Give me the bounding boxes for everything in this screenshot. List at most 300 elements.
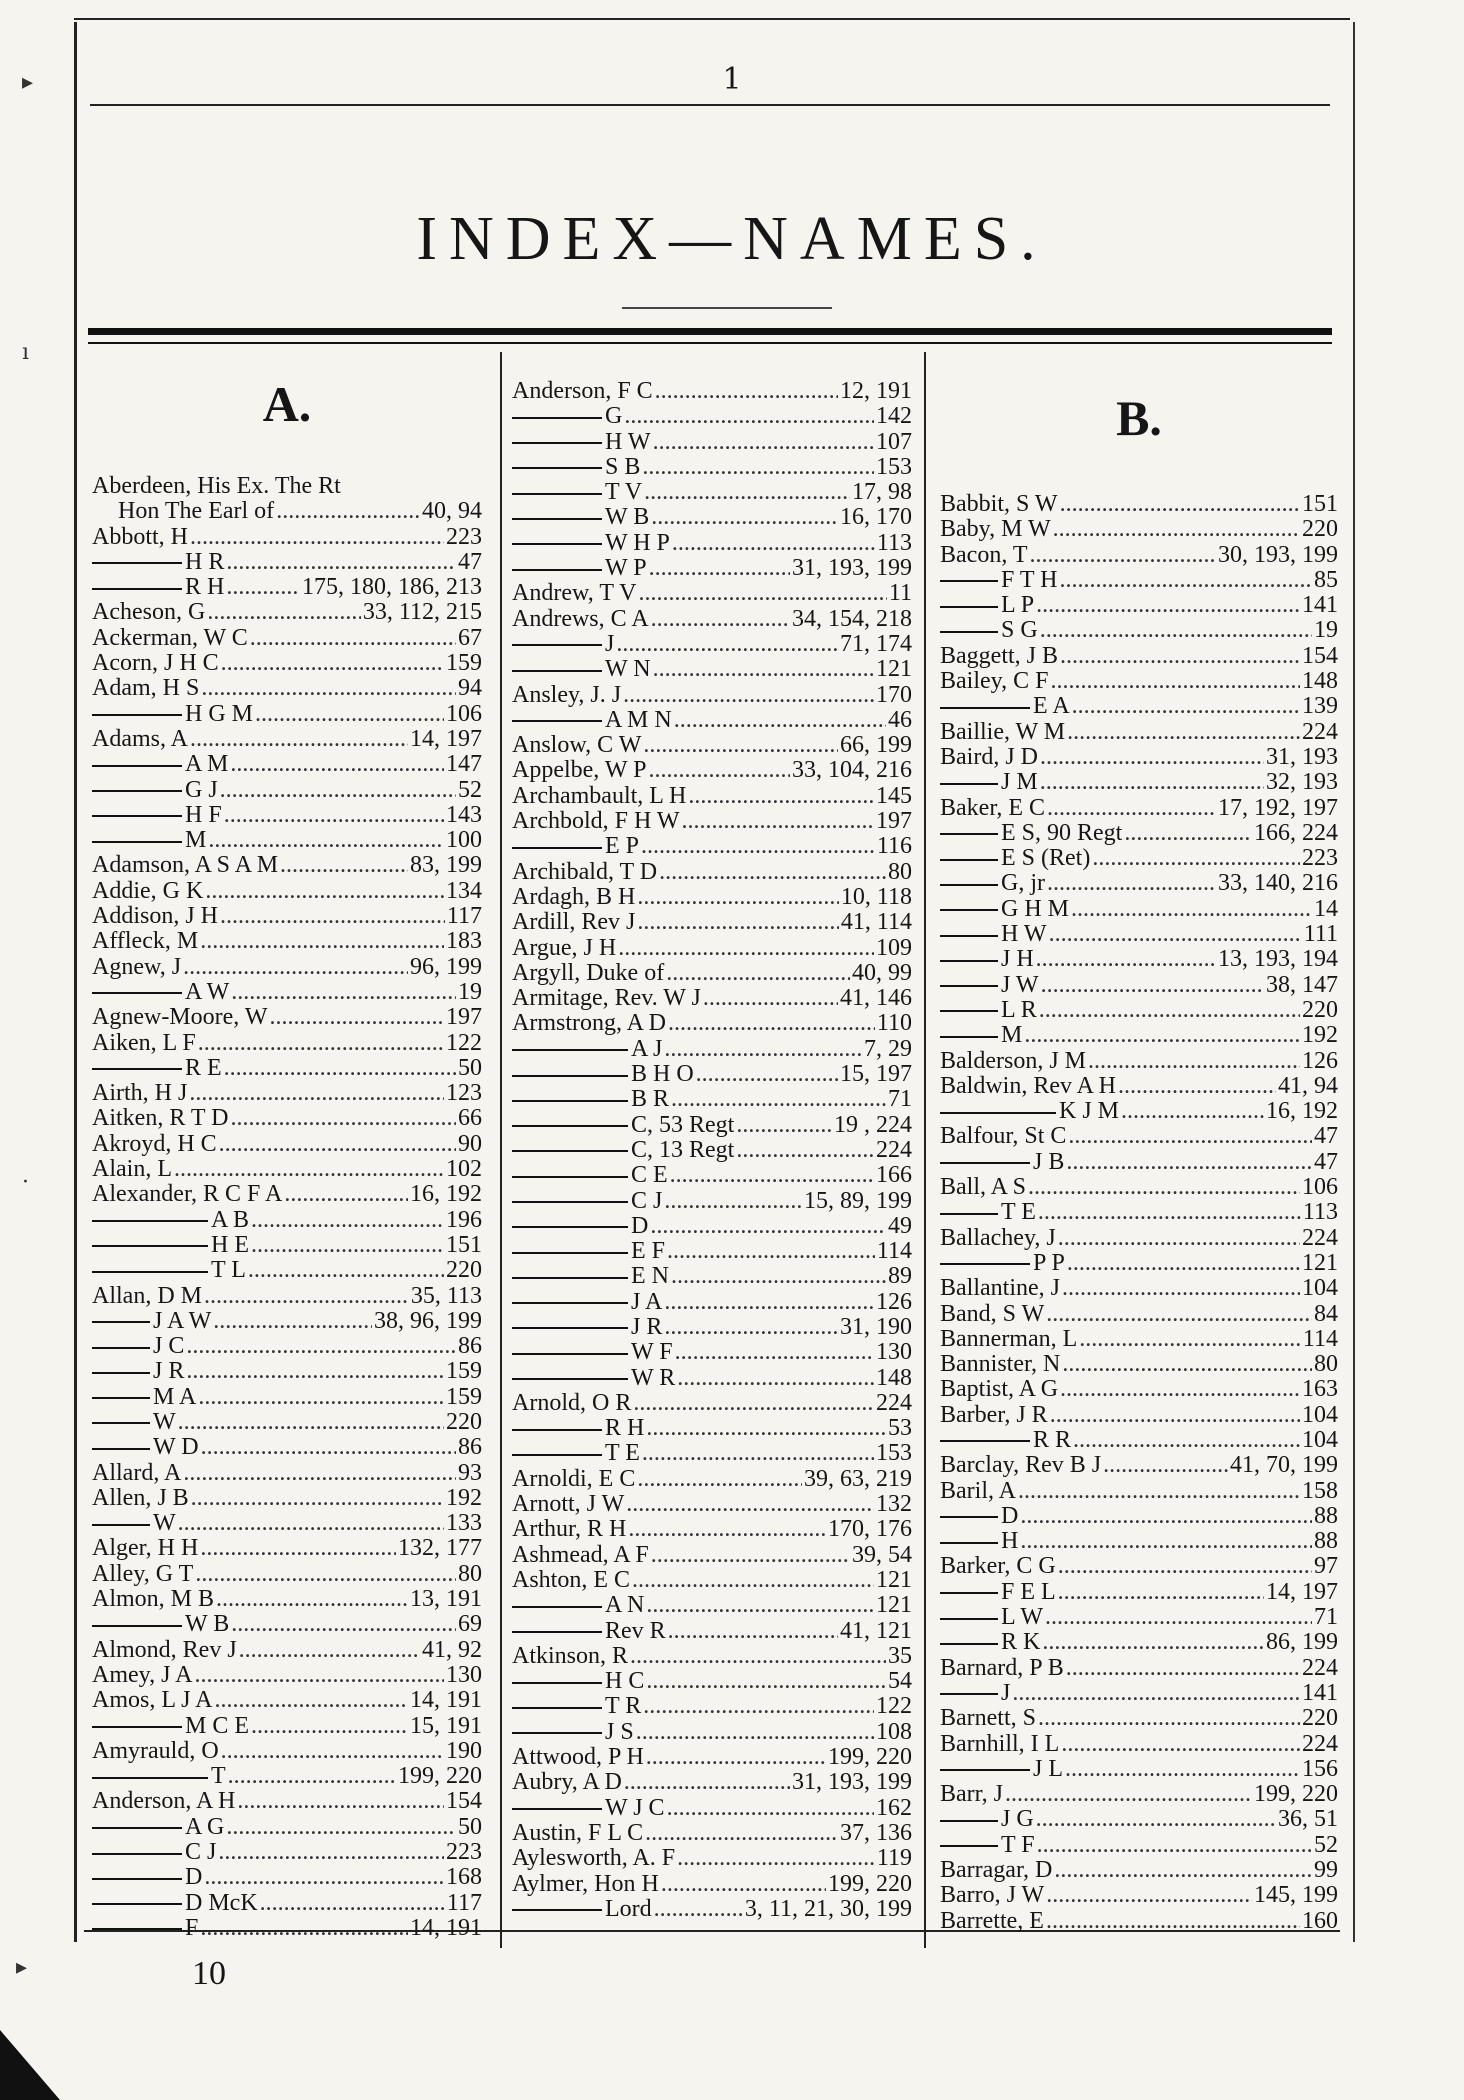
leader-dots — [198, 1031, 444, 1056]
leader-dots — [231, 1612, 456, 1637]
leader-dots — [651, 607, 790, 632]
leader-dots — [1047, 796, 1216, 821]
leader-dots — [1062, 1352, 1312, 1377]
entry-name: Adams, A — [92, 725, 188, 752]
index-entry — [512, 1796, 912, 1821]
entry-name: Addison, J H — [92, 903, 219, 930]
entry-pages: 192 — [1302, 1022, 1338, 1049]
leader-dots — [638, 581, 886, 606]
entry-pages: 151 — [446, 1231, 482, 1258]
index-entry — [512, 1619, 912, 1644]
index-entry — [92, 1258, 482, 1283]
leader-dots — [667, 1239, 875, 1264]
leader-dots — [624, 1770, 790, 1795]
leader-dots — [194, 1663, 444, 1688]
index-entry — [940, 1656, 1338, 1681]
index-entry — [92, 1435, 482, 1460]
index-entry — [940, 1200, 1338, 1225]
leader-dots — [221, 651, 444, 676]
entry-name: Baillie, W M — [940, 718, 1066, 745]
entry-pages: 39, 54 — [852, 1541, 912, 1568]
entry-pages: 224 — [876, 1136, 912, 1163]
index-entry — [512, 1770, 912, 1795]
entry-pages: 30, 193, 199 — [1218, 541, 1338, 568]
index-entry — [940, 1807, 1338, 1832]
entry-pages: 199, 220 — [828, 1870, 912, 1897]
leader-dots — [1040, 770, 1264, 795]
entry-pages: 40, 94 — [422, 498, 482, 525]
entry-pages: 145 — [876, 782, 912, 809]
entry-pages: 148 — [876, 1364, 912, 1391]
index-entry — [92, 778, 482, 803]
entry-pages: 163 — [1302, 1376, 1338, 1403]
entry-name: Addie, G K — [92, 877, 204, 904]
entry-name: E A — [940, 694, 1070, 719]
index-entry — [92, 929, 482, 954]
leader-dots — [1060, 1377, 1300, 1402]
entry-name: J — [512, 632, 614, 657]
entry-name: H W — [512, 430, 651, 455]
entry-pages: 19 — [1314, 617, 1338, 644]
index-entry — [940, 618, 1338, 643]
entry-pages: 139 — [1302, 693, 1338, 720]
index-entry — [92, 752, 482, 777]
leader-dots — [178, 1511, 444, 1536]
entry-name: G J — [92, 778, 218, 803]
leader-dots — [1040, 618, 1312, 643]
leader-dots — [1042, 1630, 1264, 1655]
entry-pages: 15, 197 — [840, 1061, 912, 1088]
leader-dots — [637, 910, 839, 935]
index-entry — [940, 796, 1338, 821]
entry-pages: 35, 113 — [410, 1282, 482, 1309]
entry-pages: 102 — [446, 1156, 482, 1183]
index-entry — [512, 379, 912, 404]
entry-name: A M — [92, 752, 228, 777]
index-entry — [92, 1410, 482, 1435]
entry-name: Almond, Rev J — [92, 1636, 237, 1663]
entry-name: Arthur, R H — [512, 1516, 627, 1543]
entry-pages: 224 — [1302, 1654, 1338, 1681]
entry-name: Akroyd, H C — [92, 1130, 217, 1157]
entry-name: Abbott, H — [92, 523, 188, 550]
entry-name: Baril, A — [940, 1477, 1016, 1504]
index-entry — [92, 1486, 482, 1511]
entry-pages: 97 — [1314, 1553, 1338, 1580]
index-entry — [940, 897, 1338, 922]
entry-pages: 154 — [1302, 642, 1338, 669]
entry-name: Bannerman, L — [940, 1325, 1078, 1352]
entry-name: W N — [512, 657, 651, 682]
margin-mark: · — [22, 1170, 29, 1195]
entry-name: W J C — [512, 1796, 665, 1821]
entry-name: H F — [92, 803, 222, 828]
entry-name: Barnett, S — [940, 1705, 1036, 1732]
entry-name: R K — [940, 1630, 1040, 1655]
entry-pages: 142 — [876, 403, 912, 430]
entry-pages: 126 — [876, 1288, 912, 1315]
entry-pages: 31, 193 — [1266, 743, 1338, 770]
leader-dots — [205, 879, 444, 904]
index-entry — [512, 834, 912, 859]
entry-name: Rev R — [512, 1619, 666, 1644]
entry-pages: 35 — [888, 1642, 912, 1669]
entry-pages: 132, 177 — [398, 1535, 482, 1562]
index-entry — [512, 936, 912, 961]
entry-pages: 41, 70, 199 — [1230, 1452, 1338, 1479]
index-entry — [512, 1897, 912, 1922]
entry-name: Ballantine, J — [940, 1275, 1060, 1302]
entry-pages: 156 — [1302, 1755, 1338, 1782]
entry-pages: 14 — [1314, 895, 1338, 922]
entry-name: D McK — [92, 1891, 258, 1916]
entry-name: Baldwin, Rev A H — [940, 1072, 1117, 1099]
entry-pages: 220 — [1302, 516, 1338, 543]
index-entry — [940, 846, 1338, 871]
entry-name: T — [92, 1764, 226, 1789]
entry-pages: 71 — [1314, 1604, 1338, 1631]
entry-pages: 50 — [458, 1054, 482, 1081]
entry-name: Atkinson, R — [512, 1642, 629, 1669]
leader-dots — [671, 1264, 886, 1289]
entry-pages: 10, 118 — [840, 883, 912, 910]
index-entry — [940, 1428, 1338, 1453]
leader-dots — [230, 1106, 456, 1131]
index-entry — [940, 1226, 1338, 1251]
index-entry — [512, 1821, 912, 1846]
leader-dots — [1073, 1428, 1300, 1453]
entry-name: W B — [92, 1612, 229, 1637]
index-entry — [940, 1124, 1338, 1149]
entry-name: R H — [92, 575, 224, 600]
leader-dots — [630, 1644, 886, 1669]
index-entry — [940, 1403, 1338, 1428]
index-entry — [512, 1264, 912, 1289]
entry-pages: 31, 190 — [840, 1313, 912, 1340]
entry-name: L W — [940, 1605, 1043, 1630]
leader-dots — [1058, 1554, 1312, 1579]
entry-pages: 12, 191 — [840, 378, 912, 404]
entry-name: J M — [940, 770, 1038, 795]
entry-pages: 41, 94 — [1278, 1072, 1338, 1099]
leader-dots — [195, 1562, 456, 1587]
index-entry — [92, 1764, 482, 1789]
entry-pages: 94 — [458, 675, 482, 702]
entry-name: Baggett, J B — [940, 642, 1058, 669]
entry-name: W — [92, 1410, 176, 1435]
entry-pages: 86 — [458, 1333, 482, 1360]
leader-dots — [191, 1486, 444, 1511]
entry-name: C E — [512, 1163, 668, 1188]
entry-name: Ballachey, J — [940, 1224, 1056, 1251]
index-entry — [92, 499, 482, 524]
entry-pages: 121 — [1302, 1249, 1338, 1276]
entry-name: M C E — [92, 1714, 249, 1739]
entry-name: H C — [512, 1669, 644, 1694]
entry-name: Affleck, M — [92, 928, 199, 955]
index-entry — [940, 1049, 1338, 1074]
entry-name: Bannister, N — [940, 1351, 1061, 1378]
entry-pages: 114 — [1302, 1325, 1338, 1352]
leader-dots — [207, 600, 361, 625]
leader-dots — [1103, 1453, 1228, 1478]
index-entry — [940, 1479, 1338, 1504]
leader-dots — [626, 1492, 874, 1517]
entry-name: Alexander, R C F A — [92, 1181, 283, 1208]
entry-pages: 54 — [888, 1668, 912, 1695]
entry-pages: 141 — [1302, 1679, 1338, 1706]
index-entry — [512, 455, 912, 480]
entry-pages: 80 — [888, 858, 912, 885]
entry-name: Aiken, L F — [92, 1029, 196, 1056]
index-entry — [92, 626, 482, 651]
entry-pages: 197 — [876, 808, 912, 835]
leader-dots — [1039, 998, 1300, 1023]
top-border-rule — [74, 18, 1350, 20]
leader-dots — [260, 1891, 445, 1916]
index-entry — [512, 733, 912, 758]
leader-dots — [1020, 1529, 1312, 1554]
entry-pages: 122 — [446, 1029, 482, 1056]
index-entry — [940, 1706, 1338, 1731]
index-entry — [512, 1391, 912, 1416]
entry-pages: 41, 92 — [422, 1636, 482, 1663]
index-entry — [940, 1782, 1338, 1807]
entry-name: Barro, J W — [940, 1882, 1045, 1909]
leader-dots — [1047, 871, 1216, 896]
leader-dots — [1030, 543, 1216, 568]
index-entry — [92, 1233, 482, 1258]
index-entry — [512, 1467, 912, 1492]
entry-name: Anderson, A H — [92, 1788, 236, 1815]
entry-name: Arnold, O R — [512, 1389, 632, 1416]
leader-dots — [201, 676, 456, 701]
entry-pages: 37, 136 — [840, 1819, 912, 1846]
leader-dots — [1062, 1276, 1300, 1301]
index-entry — [92, 1663, 482, 1688]
leader-dots — [250, 626, 456, 651]
index-entry — [92, 1587, 482, 1612]
entry-name: Ashmead, A F — [512, 1541, 649, 1568]
leader-dots — [633, 1391, 874, 1416]
entry-pages: 199, 220 — [828, 1744, 912, 1771]
leader-dots — [284, 1182, 408, 1207]
index-entry — [92, 727, 482, 752]
entry-name: Andrews, C A — [512, 605, 649, 632]
index-entry — [940, 644, 1338, 669]
leader-dots — [186, 1359, 444, 1384]
entry-name: W B — [512, 505, 649, 530]
leader-dots — [628, 1517, 826, 1542]
entry-name: H E — [92, 1233, 249, 1258]
entry-name: C J — [512, 1189, 662, 1214]
index-entry — [92, 651, 482, 676]
index-entry — [940, 1554, 1338, 1579]
entry-pages: 53 — [888, 1415, 912, 1442]
leader-dots — [696, 1062, 838, 1087]
leader-dots — [649, 556, 790, 581]
entry-name: Argue, J H — [512, 934, 617, 961]
index-entry — [940, 1099, 1338, 1124]
entry-pages: 14, 191 — [410, 1914, 482, 1941]
index-entry — [92, 1789, 482, 1814]
column-divider — [924, 352, 926, 1948]
entry-name: Alger, H H — [92, 1535, 199, 1562]
entry-pages: 14, 197 — [410, 725, 482, 752]
entry-pages: 154 — [446, 1788, 482, 1815]
leader-dots — [226, 550, 456, 575]
entry-pages: 13, 191 — [410, 1586, 482, 1613]
entry-pages: 170 — [876, 681, 912, 708]
index-entry — [512, 556, 912, 581]
entry-pages: 41, 114 — [840, 909, 912, 936]
entry-pages: 119 — [876, 1845, 912, 1872]
entry-name: G, jr — [940, 871, 1045, 896]
entry-pages: 3, 11, 21, 30, 199 — [744, 1895, 912, 1922]
leader-dots — [190, 727, 408, 752]
entry-pages: 38, 147 — [1266, 971, 1338, 998]
index-entry — [512, 683, 912, 708]
entry-name: Aylesworth, A. F — [512, 1845, 676, 1872]
entry-pages: 224 — [876, 1389, 912, 1416]
leader-dots — [174, 1157, 444, 1182]
leader-dots — [1036, 947, 1216, 972]
index-column-a-continued — [512, 379, 912, 1922]
entry-pages: 220 — [1302, 1705, 1338, 1732]
leader-dots — [1028, 1175, 1300, 1200]
entry-pages: 223 — [1302, 845, 1338, 872]
leader-dots — [618, 936, 874, 961]
entry-pages: 147 — [446, 751, 482, 778]
entry-pages: 121 — [876, 656, 912, 683]
leader-dots — [1072, 694, 1300, 719]
entry-pages: 113 — [876, 529, 912, 556]
entry-pages: 32, 193 — [1266, 769, 1338, 796]
entry-pages: 133 — [446, 1510, 482, 1537]
entry-pages: 80 — [458, 1560, 482, 1587]
entry-pages: 153 — [876, 453, 912, 480]
entry-pages: 141 — [1302, 592, 1338, 619]
entry-name: J R — [512, 1315, 662, 1340]
entry-name: T R — [512, 1694, 641, 1719]
entry-name: Ball, A S — [940, 1174, 1027, 1201]
leader-dots — [671, 1087, 886, 1112]
index-entry — [512, 1543, 912, 1568]
entry-pages: 114 — [876, 1238, 912, 1265]
entry-name: Baby, M W — [940, 516, 1051, 543]
index-entry — [940, 1327, 1338, 1352]
entry-pages: 113 — [1302, 1199, 1338, 1226]
entry-name: Agnew-Moore, W — [92, 1004, 268, 1031]
entry-name: Bailey, C F — [940, 668, 1049, 695]
entry-pages: 47 — [458, 548, 482, 575]
entry-name: R E — [92, 1056, 222, 1081]
leader-dots — [270, 1005, 444, 1030]
section-letter: A. — [262, 376, 312, 432]
index-entry — [940, 568, 1338, 593]
entry-name: Agnew, J — [92, 953, 182, 980]
leader-dots — [226, 1815, 456, 1840]
entry-pages: 71, 174 — [840, 630, 912, 657]
leader-dots — [653, 657, 874, 682]
leader-dots — [674, 708, 886, 733]
entry-pages: 104 — [1302, 1275, 1338, 1302]
entry-pages: 7, 29 — [864, 1035, 912, 1062]
leader-dots — [1067, 1251, 1300, 1276]
entry-name: Allard, A — [92, 1459, 182, 1486]
index-entry — [940, 517, 1338, 542]
entry-name: D — [92, 1865, 202, 1890]
index-entry — [512, 1189, 912, 1214]
entry-pages: 47 — [1314, 1123, 1338, 1150]
entry-pages: 153 — [876, 1440, 912, 1467]
entry-name: S G — [940, 618, 1038, 643]
leader-dots — [644, 480, 850, 505]
entry-pages: 33, 112, 215 — [362, 599, 482, 626]
entry-name: T F — [940, 1833, 1035, 1858]
entry-name: D — [512, 1214, 648, 1239]
entry-pages: 224 — [1302, 1224, 1338, 1251]
entry-pages: 121 — [876, 1566, 912, 1593]
leader-dots — [1058, 1580, 1264, 1605]
entry-pages: 41, 146 — [840, 985, 912, 1012]
entry-name: A N — [512, 1593, 644, 1618]
leader-dots — [646, 1593, 874, 1618]
index-entry — [92, 575, 482, 600]
index-entry — [92, 1284, 482, 1309]
entry-name: E F — [512, 1239, 665, 1264]
entry-name: Archbold, F H W — [512, 808, 680, 835]
index-entry — [512, 632, 912, 657]
index-entry — [512, 961, 912, 986]
entry-name: W D — [92, 1435, 199, 1460]
index-entry — [512, 480, 912, 505]
entry-pages: 145, 199 — [1254, 1882, 1338, 1909]
entry-pages: 66, 199 — [840, 732, 912, 759]
entry-pages: 148 — [1302, 668, 1338, 695]
leader-dots — [1050, 1403, 1300, 1428]
index-entry — [512, 1441, 912, 1466]
entry-name: Ardagh, B H — [512, 883, 636, 910]
leader-dots — [677, 1846, 875, 1871]
leader-dots — [183, 955, 408, 980]
entry-name: B H O — [512, 1062, 694, 1087]
leader-dots — [624, 404, 874, 429]
leader-dots — [646, 1416, 886, 1441]
entry-name: J L — [940, 1757, 1063, 1782]
entry-pages: 183 — [446, 928, 482, 955]
index-entry — [512, 1669, 912, 1694]
index-entry — [512, 986, 912, 1011]
entry-pages: 224 — [1302, 718, 1338, 745]
leader-dots — [1071, 897, 1312, 922]
leader-dots — [703, 986, 838, 1011]
leader-dots — [221, 1739, 444, 1764]
leader-dots — [190, 525, 444, 550]
entry-pages: 223 — [446, 523, 482, 550]
index-entry — [92, 955, 482, 980]
index-entry — [92, 980, 482, 1005]
index-entry — [940, 770, 1338, 795]
leader-dots — [654, 1897, 743, 1922]
entry-name: Barragar, D — [940, 1857, 1053, 1884]
leader-dots — [204, 1284, 409, 1309]
index-entry — [92, 702, 482, 727]
entry-name: Ansley, J. J — [512, 681, 622, 708]
leader-dots — [1065, 1757, 1300, 1782]
entry-name: J W — [940, 973, 1039, 998]
entry-name: Austin, F L C — [512, 1819, 644, 1846]
